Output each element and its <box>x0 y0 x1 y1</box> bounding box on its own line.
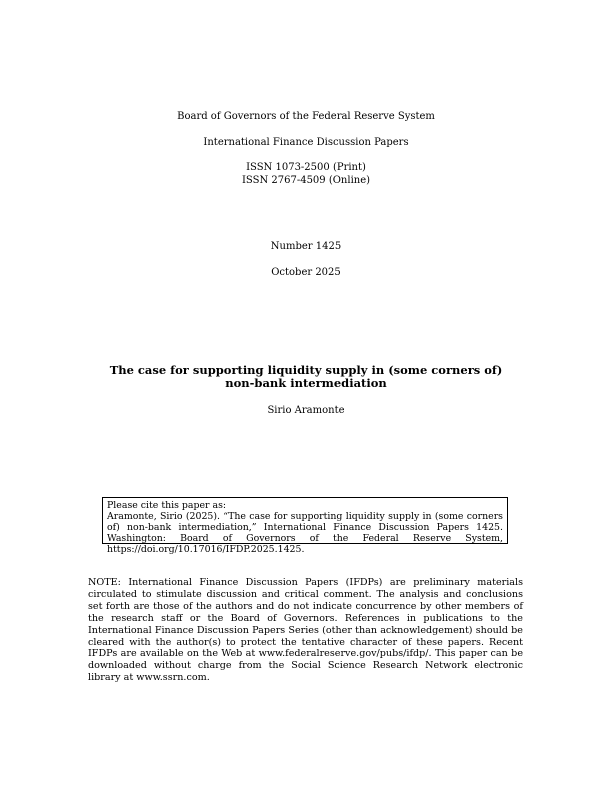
institution-name: Board of Governors of the Federal Reserve System <box>177 111 435 122</box>
citation-text: Aramonte, Sirio (2025). “The case for supporting liquidity supply in (some corners of) non-bank intermediation,” International Finance Discussion Papers 1425. Washington: Board of Governors of the Federal Reserve System, https://doi.org/10.17016/IFDP.2025.1425. <box>107 511 503 555</box>
issn-online: ISSN 2767-4509 (Online) <box>241 175 371 186</box>
issn-print: ISSN 1073-2500 (Print) <box>246 162 366 173</box>
citation-heading: Please cite this paper as: <box>107 500 227 511</box>
citation-box <box>102 497 508 555</box>
paper-title: The case for supporting liquidity supply in (some corners of) non-bank intermediation <box>109 363 503 390</box>
paper-number: Number 1425 <box>270 241 342 252</box>
series-name: International Finance Discussion Papers <box>203 137 409 148</box>
disclaimer-note: NOTE: International Finance Discussion Papers (IFDPs) are preliminary materials circulated to stimulate discussion and critical comment. The analysis and conclusions set forth are those of the authors and do not indicate concurrence by other members of the research staff or the Board of Governors. References in publications to the International Finance Discussion Papers Series (other than acknowledgement) should be cleared with the author(s) to protect the tentative character of these papers. Recent IFDPs are available on the Web at www.federalreserve.gov/pubs/ifdp/. This paper can be downloaded without charge from the Social Science Research Network electronic library at www.ssrn.com. <box>88 577 523 684</box>
publication-date: October 2025 <box>271 267 341 278</box>
author-name: Sirio Aramonte <box>267 405 345 416</box>
